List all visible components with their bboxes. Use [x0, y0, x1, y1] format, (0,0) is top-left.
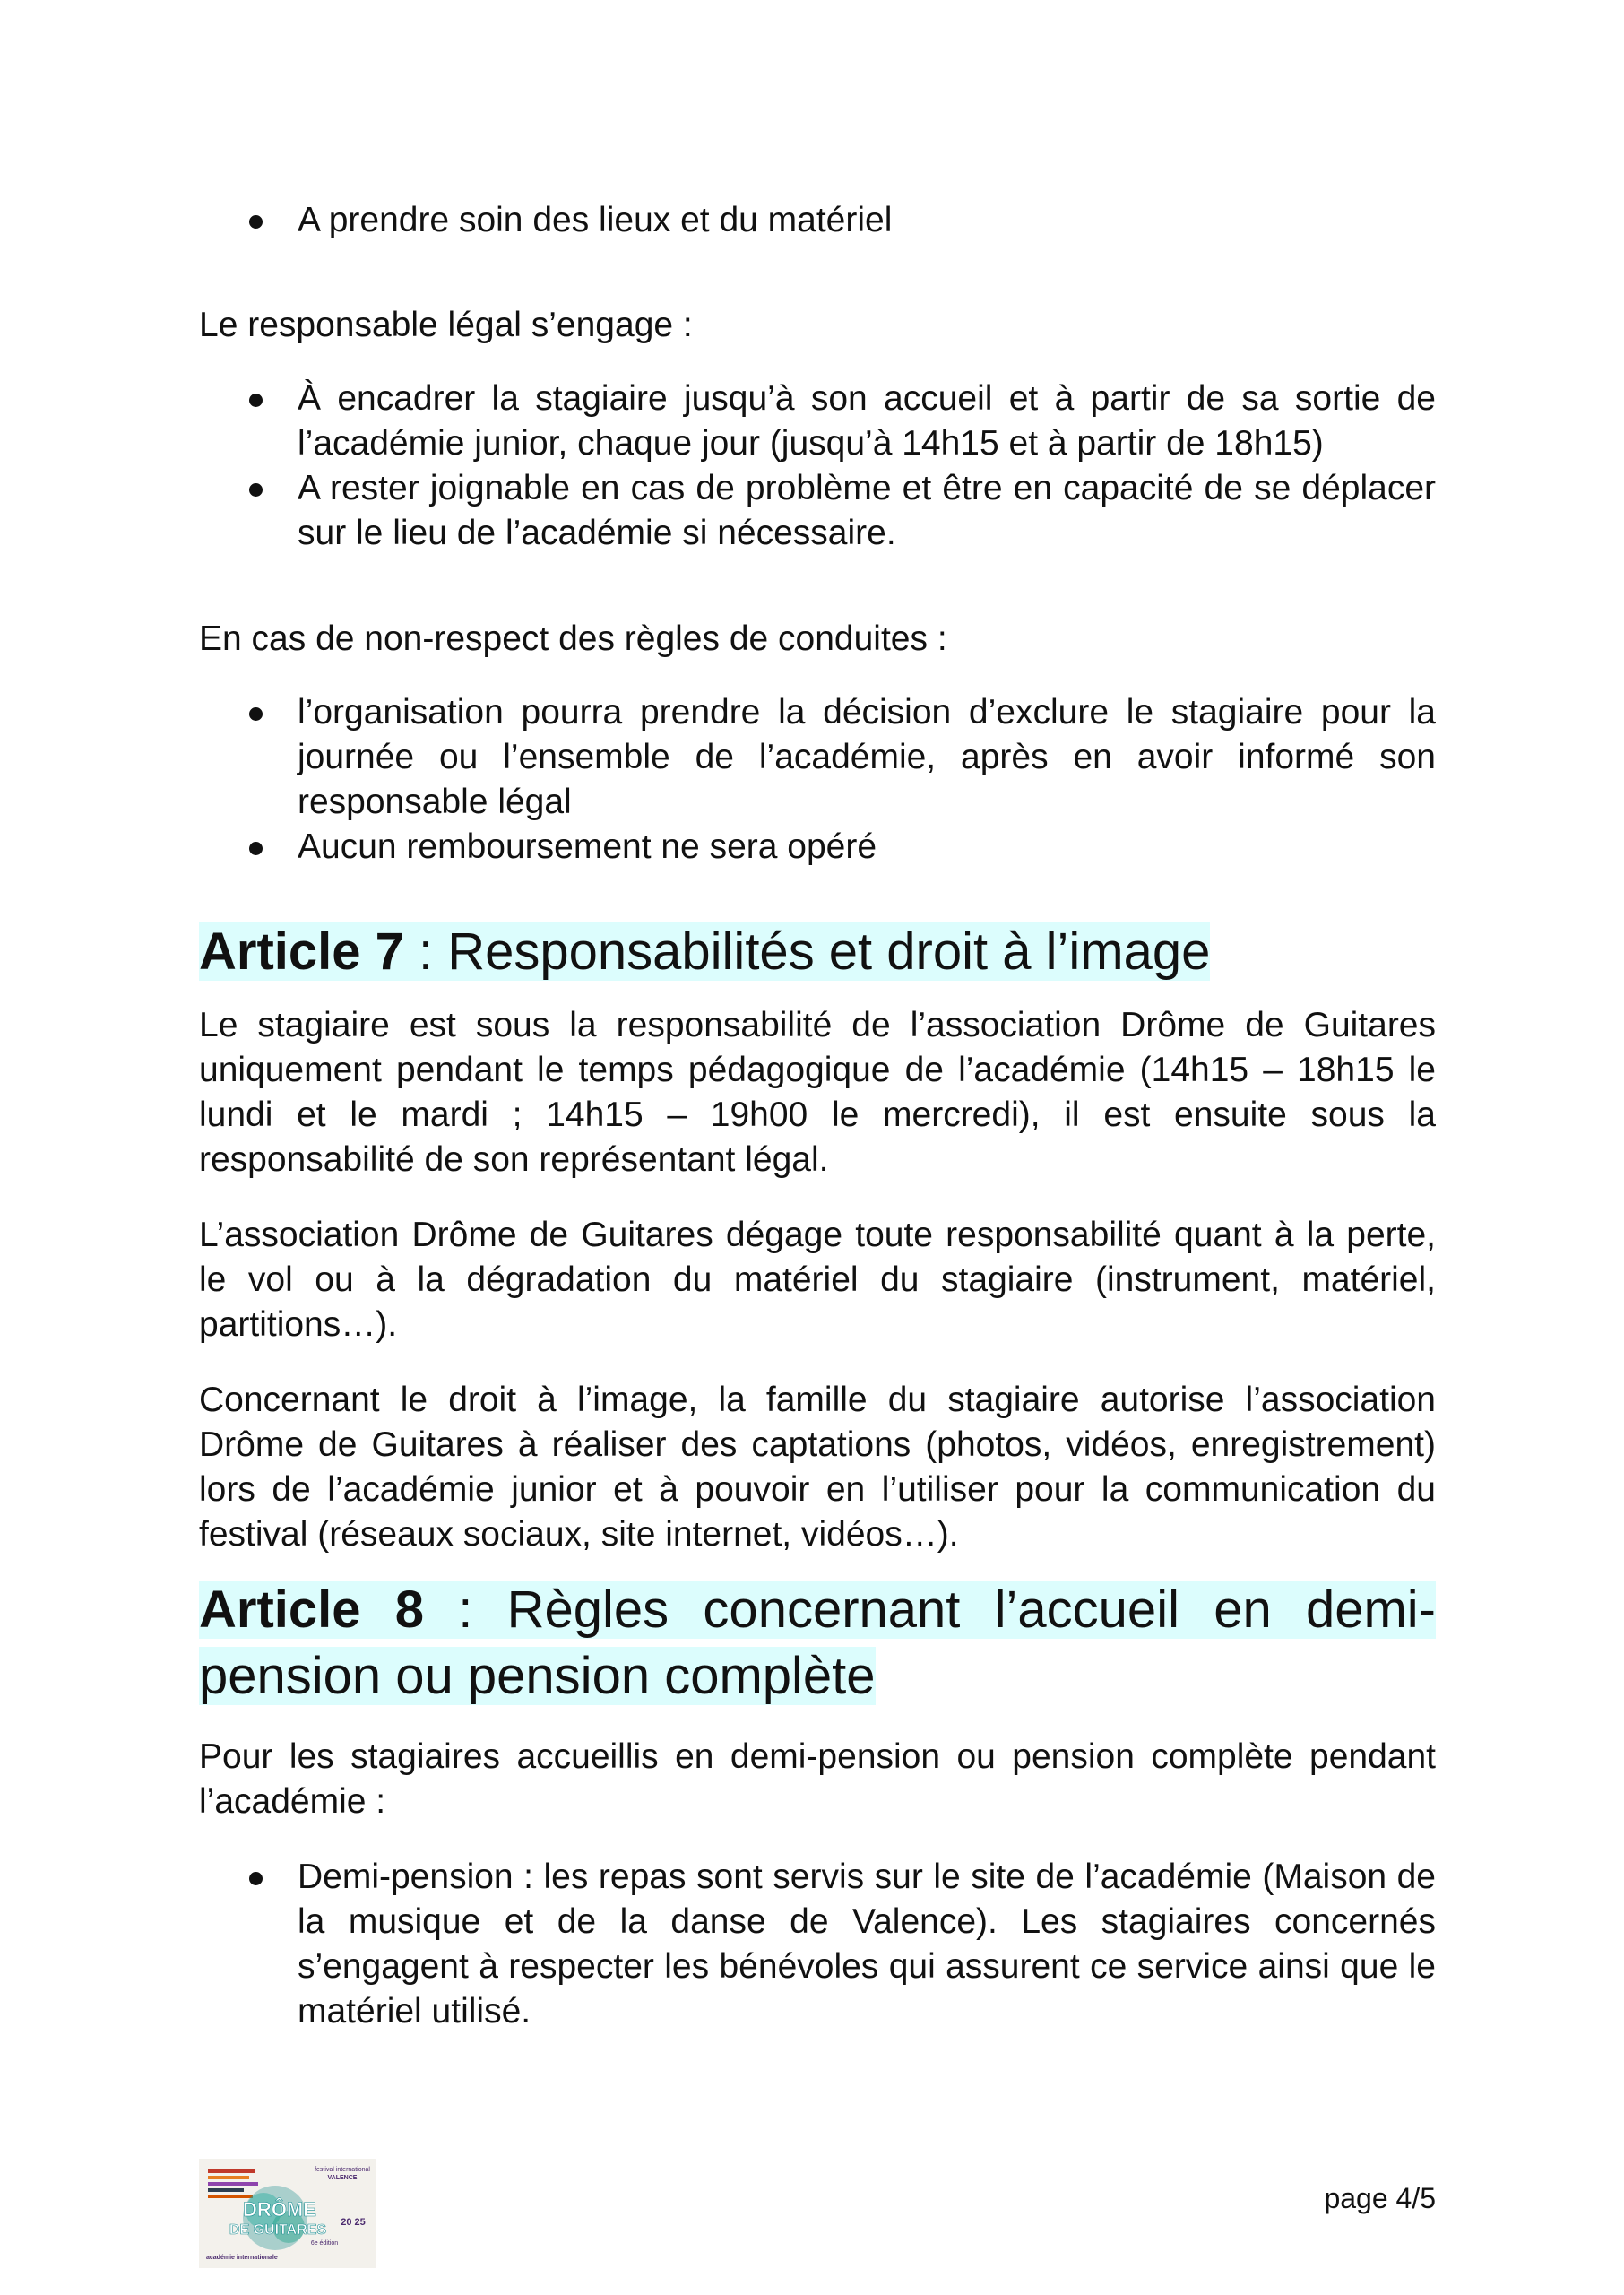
rules-list — [199, 690, 1436, 870]
article-8-heading — [199, 1577, 1436, 1710]
article-8-intro: Pour les stagiaires accueillis en demi-pension ou pension complète pendant l’académie : — [199, 1737, 1436, 1821]
logo-line-2: DE GUITARES — [229, 2222, 327, 2238]
list-item: À encadrer la stagiaire jusqu’à son accueil et à partir de sa sortie de l’académie junior, chaque jour (jusqu’à 14h15 et à partir de 18h15) — [199, 377, 1436, 466]
list-item: Demi-pension : les repas sont servis sur le site de l’académie (Maison de la musique et de la danse de Valence). Les stagiaires concernés s’engagent à respecter les bénévoles qui assurent ce service ainsi que le matériel utilisé. — [199, 1855, 1436, 2034]
article-7-paragraph-2: L’association Drôme de Guitares dégage toute responsabilité quant à la perte, le vol ou à la dégradation du matériel du stagiaire (instrument, matériel, partitions…). — [199, 1216, 1436, 1344]
heading-highlight: Article 7 : Responsabilités et droit à l’image — [199, 922, 1211, 981]
bullet-dot — [249, 842, 263, 855]
pension-list — [199, 1855, 1436, 2034]
legal-intro: Le responsable légal s’engage : — [199, 306, 693, 344]
bullet-dot — [249, 707, 263, 721]
top-list — [199, 198, 1436, 243]
page-content — [199, 179, 1436, 2034]
logo-city: VALENCE — [327, 2175, 358, 2181]
article-7-heading — [199, 919, 1436, 985]
bullet-dot — [249, 215, 263, 229]
logo-dates: 20 25 — [341, 2217, 366, 2228]
heading-highlight: Article 8 : Règles concernant l’accueil en demi-pension ou pension complète — [199, 1581, 1437, 1705]
article-7-paragraph-1: Le stagiaire est sous la responsabilité de l’association Drôme de Guitares uniquement pendant le temps pédagogique de l’académie (14h15 – 18h15 le lundi et le mardi ; 14h15 – 19h00 le mercredi), il est ensuite sous la responsabilité de son représentant légal. — [199, 1006, 1436, 1179]
article-7-paragraph-3: Concernant le droit à l’image, la famille du stagiaire autorise l’association Drôme de Guitares à réaliser des captations (photos, vidéos, enregistrement) lors de l’académie junior et à pouvoir en l’utiliser pour la communication du festival (réseaux sociaux, site internet, vidéos…). — [199, 1381, 1436, 1554]
list-item: A rester joignable en cas de problème et être en capacité de se déplacer sur le lieu de l’académie si nécessaire. — [199, 466, 1436, 556]
list-item: l’organisation pourra prendre la décision d’exclure le stagiaire pour la journée ou l’ensemble de l’académie, après en avoir informé son responsable légal — [199, 690, 1436, 825]
bullet-dot — [249, 483, 263, 497]
legal-list — [199, 377, 1436, 556]
list-item: Aucun remboursement ne sera opéré — [199, 825, 1436, 870]
page-number: page 4/5 — [1324, 2182, 1436, 2214]
festival-logo — [199, 2159, 376, 2268]
rules-intro: En cas de non-respect des règles de conduites : — [199, 619, 947, 658]
logo-bottom-text: académie internationale — [206, 2255, 278, 2261]
festival-logo-graphic — [199, 2159, 376, 2268]
logo-top-text: festival international — [315, 2167, 370, 2173]
logo-line-1: DRÔME — [243, 2198, 316, 2221]
logo-edition: 6e édition — [310, 2240, 339, 2247]
bullet-dot — [249, 394, 263, 407]
bullet-dot — [249, 1872, 263, 1885]
list-item: A prendre soin des lieux et du matériel — [199, 198, 1436, 243]
